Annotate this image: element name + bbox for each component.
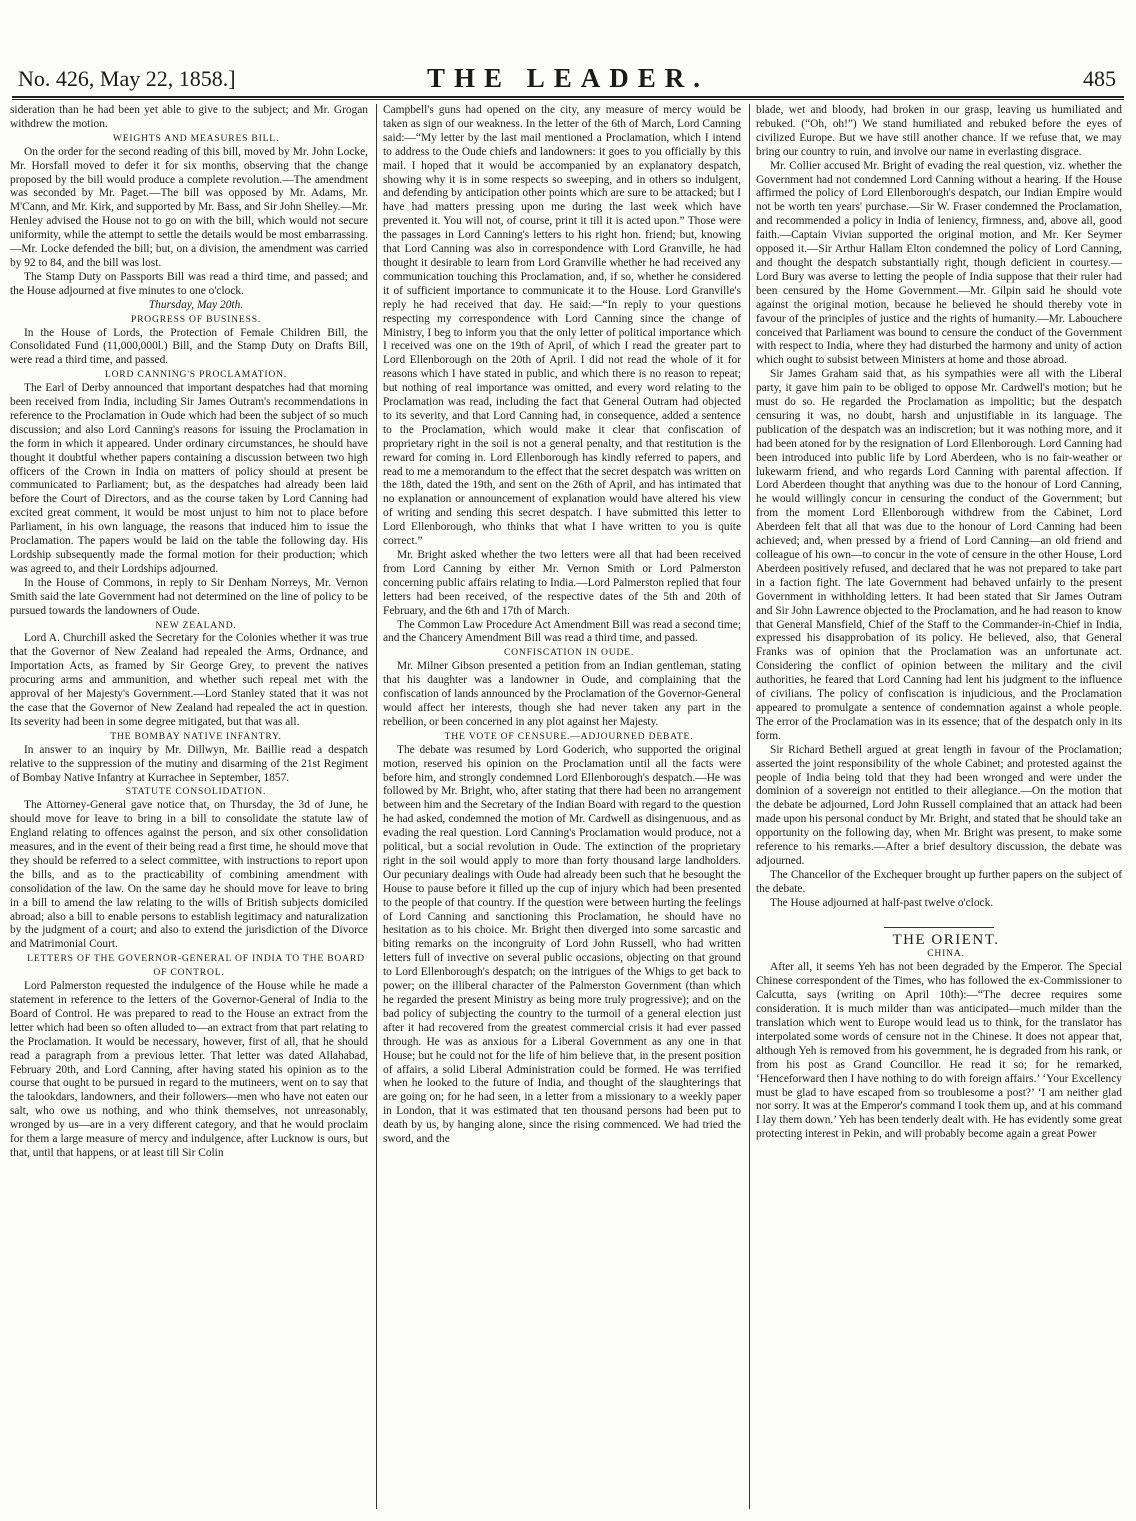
paragraph: The debate was resumed by Lord Goderich, who supported the original motion, reserved his opinion on the Proclamation until all the facts were before him, and strongly condemned Lord Ellenborough's despatch.—He was followed by Mr. Bright, who, after stating that there had been no arrangement between him and the Secretary of the Indian Board with regard to the question he had asked, condemned the motion of Mr. Cardwell as disingenuous, and as evading the real question. Lord Canning's Proclamation would produce, not a political, but a social revolution in Oude. The extinction of the proprietary right in the soil would apply to more than forty thousand large landholders. Our pecuniary dealings with Oude had already been such that he besought the House to pause before it filled up the cup of injury which had been presented to the people of that country. If the question were between hurting the feelings of Lord Canning and sanctioning this Proclamation, he should have no hesitation as to his choice. Mr. Bright then diverged into some sarcastic and biting remarks on the incongruity of Lord John Russell, who had written letters full of invective on several public occasions, objecting on that ground to Lord Ellenborough's despatch; on the intrigues of the Whigs to get back to power; on the illiberal character of the Palmerston Government (than which he regarded the present Ministry as being more truly progressive); and on the bad policy of subjecting the country to the turmoil of a general election just after it had recovered from the greatest commercial crisis it had ever passed through. He was as anxious for a Liberal Government as any one in that House; but he could not for the life of him believe that, in the present position of affairs, a solid Liberal Administration could be formed. He was terrified when he looked to the future of India, and thought of the slaughterings that are going on; for he had seen, in a letter from a missionary to a weekly paper in London, that it was estimated that ten thousand persons had been put to death by us, by hanging alone, since the rising commenced. We had tried the sword, and the xyxy=(383,743,741,1146)
paragraph: Lord A. Churchill asked the Secretary for the Colonies whether it was true that the Governor of New Zealand had repealed the Arms, Ordnance, and Importation Acts, as framed by Sir George Grey, to prevent the natives procuring arms and ammunition, and whether such repeal met with the approval of her Majesty's Government.—Lord Stanley stated that it was not the case that the Governor of New Zealand had repealed the act in question. Its severity had been in some degree mitigated, but that was all. xyxy=(10,632,368,728)
section-heading: THE VOTE OF CENSURE.—ADJOURNED DEBATE. xyxy=(444,730,694,742)
section-title: THE ORIENT. xyxy=(892,931,1000,948)
section-heading: CONFISCATION IN OUDE. xyxy=(503,647,635,659)
page-number: 485 xyxy=(1083,66,1116,91)
paragraph: After all, it seems Yeh has not been degraded by the Emperor. The Special Chinese correspondent of the Times, who has followed the ex-Commissioner to Calcutta, says (writing on April 10th):—“The decree requires some consideration. It is much milder than was anticipated—much milder than the translation which went to Europe would lead us to think, for the translator has interpolated some words of censure not in the Chinese. It does not appear that, although Yeh is removed from his government, he is degraded from his rank, or from his post as Grand Councillor. He read it so; for he remarked, ‘Henceforward then I have nothing to do with foreign affairs.’ ‘Your Excellency must be glad to have escaped from so troublesome a post?’ ‘I am neither glad nor sorry. It was at the Emperor's command I took them up, and at his command I lay them down.’ Yeh has been tenderly dealt with. He has evidently some great protecting interest in Pekin, and will probably become again a great Power xyxy=(756,961,1122,1141)
paragraph: Mr. Milner Gibson presented a petition from an Indian gentleman, stating that his daughter was a landowner in Oude, and complaining that the confiscation of lands announced by the Proclamation of the Governor-General would affect her interests, though she had never taken any part in the rebellion, or been concerned in any plot against her Majesty. xyxy=(383,660,741,728)
newspaper-title: THE LEADER. xyxy=(426,63,710,93)
column-1 xyxy=(10,104,368,1509)
paragraph: The Common Law Procedure Act Amendment Bill was read a second time; and the Chancery Amendment Bill was read a third time, and passed. xyxy=(383,618,741,645)
paragraph: The Chancellor of the Exchequer brought up further papers on the subject of the debate. xyxy=(756,868,1122,895)
paragraph: Lord Palmerston requested the indulgence of the House while he made a statement in reference to the letters of the Governor-General of India to the Board of Control. He was prepared to read to the House an extract from the letter which had been so often alluded to—an extract from that part relating to the Proclamation. It would be necessary, however, first of all, that he should read a paragraph from a previous letter. That letter was dated Allahabad, February 20th, and Lord Canning, after having stated his opinion as to the course that ought to be pursued in regard to the mutineers, went on to say that the talookdars, landowners, and their followers—men who have not eaten our salt, who owe us nothing, and who think themselves, not unreasonably, wronged by us—are in a very different category, and that he would proclaim for them a large measure of mercy and indulgence, after Lucknow is ours, but that, until that happens, or at least till Sir Colin xyxy=(10,980,368,1159)
paragraph: In answer to an inquiry by Mr. Dillwyn, Mr. Baillie read a despatch relative to the suppression of the mutiny and disarming of the 21st Regiment of Bombay Native Infantry at Kurrachee in September, 1857. xyxy=(10,743,368,784)
issue-date: No. 426, May 22, 1858.] xyxy=(18,66,236,91)
paragraph: In the House of Lords, the Protection of Female Children Bill, the Consolidated Fund (11,000,000l.) Bill, and the Stamp Duty on Drafts Bill, were read a third time, and passed. xyxy=(10,326,368,367)
section-heading: STATUTE CONSOLIDATION. xyxy=(125,786,267,798)
column-3 xyxy=(756,104,1122,1509)
section-heading: WEIGHTS AND MEASURES BILL. xyxy=(112,132,280,144)
masthead-rule-thin xyxy=(12,99,1124,100)
column-2 xyxy=(383,104,741,1509)
column-divider xyxy=(376,104,377,1509)
column-divider xyxy=(749,104,750,1509)
paragraph: The Attorney-General gave notice that, on Thursday, the 3d of June, he should move for leave to bring in a bill to consolidate the statute law of England relating to offences against the person, and six other consolidation measures, and in the event of their being read a first time, he should move that they should be referred to a select committee, with instructions to report upon the bills, and as to the practicability of combining amendment with consolidation of the law. On the same day he should move for leave to bring in a bill to amend the law relating to the wills of British subjects domiciled abroad; also a bill to enable persons to establish legitimacy and naturalization by the judgment of a court; and also to extend the jurisdiction of the Divorce and Matrimonial Court. xyxy=(10,799,368,951)
section-heading: PROGRESS OF BUSINESS. xyxy=(130,313,262,325)
paragraph: sideration than he had been yet able to give to the subject; and Mr. Grogan withdrew the motion. xyxy=(10,104,368,130)
masthead xyxy=(12,64,1124,98)
paragraph: Sir Richard Bethell argued at great length in favour of the Proclamation; asserted the joint responsibility of the whole Cabinet; and protested against the people of India being told that they had been wronged and were under the dominion of a sovereign not entitled to their allegiance.—On the motion that the debate be adjourned, Lord John Russell complained that an attack had been made upon his personal conduct by Mr. Bright, and stated that he should take an opportunity on the following day, when Mr. Bright was present, to make some reference to his remarks.—After a brief desultory discussion, the debate was adjourned. xyxy=(756,743,1122,867)
paragraph: The Stamp Duty on Passports Bill was read a third time, and passed; and the House adjourned at five minutes to one o'clock. xyxy=(10,270,368,297)
paragraph: The House adjourned at half-past twelve o'clock. xyxy=(770,896,994,909)
paragraph: Campbell's guns had opened on the city, any measure of mercy would be taken as sign of our weakness. In the letter of the 6th of March, Lord Canning said:—“My letter by the last mail mentioned a Proclamation, which I intend to address to the Oude chiefs and landowners: it goes to you officially by this mail. I hoped that it would be accompanied by an explanatory despatch, showing why it is in some respects so sweeping, and in others so indulgent, and defending by anticipation other points which are sure to be attacked; but I have had matters pressing upon me during the last week which have prevented it. You will not, of course, print it till it is acted upon.” Those were the passages in Lord Canning's letters to his right hon. friend; but, knowing that Lord Canning was also in correspondence with Lord Granville, he had thought it desirable to learn from Lord Granville whether he had received any communication touching this Proclamation, and, if so, whether he considered it of sufficient importance to communicate it to the House. Lord Granville's reply he had received that day. He said:—“In reply to your questions respecting my correspondence with Lord Canning since the change of Ministry, I beg to inform you that the only letter of political importance which I received was one on the 19th of April, of which I read the greater part to Lord Ellenborough on the 20th of April. I did not read the whole of it for reasons which I have stated in public, and which there is no reason to repeat; but nothing of real importance was omitted, and every word relating to the Proclamation was read, including the fact that General Outram had objected to its severity, and that Lord Canning had, in consequence, added a sentence to the Proclamation, which would make it clear that confiscation of proprietary right in the soil is not a general penalty, and that restitution is the reward for coming in. Lord Ellenborough has kindly referred to papers, and read to me a memorandum to the effect that the secret despatch was written on the 18th, dated the 19th, and sent on the 26th of April, and has intimated that no explanation or announcement of explanation would have altered his view of writing and sending this secret despatch. I have submitted this letter to Lord Ellenborough, who thinks that what I have written to you is quite correct.” xyxy=(383,104,741,548)
section-heading: LORD CANNING'S PROCLAMATION. xyxy=(104,369,288,381)
paragraph: The Earl of Derby announced that important despatches had that morning been received from India, including Sir James Outram's recommendations in reference to the Proclamation in Oude which had been the subject of so much discussion; and also Lord Canning's reasons for issuing the Proclamation in the form in which it appeared. Under ordinary circumstances, he should have thought it doubtful whether papers containing a discussion between two high officers of the Crown in India on matters of policy should at present be communicated to Parliament; but, as the despatches had already been laid before the Court of Directors, and as the course taken by Lord Canning had excited great comment, it would be most unjust to him not to place before Parliament, in his own language, the reasons that induced him to issue the Proclamation. The papers would be laid on the table the following day. His Lordship subsequently made the formal motion for their production; which was agreed to, and their Lordships adjourned. xyxy=(10,382,368,575)
paragraph: In the House of Commons, in reply to Sir Denham Norreys, Mr. Vernon Smith said the late Government had not determined on the line of policy to be pursued towards the landowners of Oude. xyxy=(10,576,368,617)
paragraph: On the order for the second reading of this bill, moved by Mr. John Locke, Mr. Horsfall moved to defer it for six months, observing that the change proposed by the bill would produce a complete revolution.—The amendment was seconded by Mr. Paget.—The bill was opposed by Mr. Adams, Mr. M'Cann, and Mr. Kirk, and supported by Mr. Bass, and Sir John Shelley.—Mr. Henley advised the House not to go on with the bill, which would not secure uniformity, while the attempt to settle the details would be most embarrassing.—Mr. Locke defended the bill; but, on a division, the amendment was carried by 92 to 84, and the bill was lost. xyxy=(10,145,368,269)
section-heading: CHINA. xyxy=(927,948,965,960)
section-separator xyxy=(884,927,994,928)
paragraph: Sir James Graham said that, as his sympathies were all with the Liberal party, it gave him pain to be obliged to oppose Mr. Cardwell's motion; but he must do so. He regarded the Proclamation as impolitic; but the despatch censuring it was, no doubt, harsh and unjustifiable in its language. The publication of the despatch was an indiscretion; but it was nothing more, and it had been atoned for by the resignation of Lord Ellenborough. Lord Canning had been introduced into public life by Lord Aberdeen, who is no fair-weather or lukewarm friend, and who regards Lord Canning with parental affection. If Lord Aberdeen thought that anything was due to the honour of Lord Canning, he would willingly concur in censuring the conduct of the Government; but from the moment Lord Ellenborough withdrew from the Cabinet, Lord Aberdeen felt that all that was due to the honour of Lord Canning had been achieved; and, when pressed by a friend of Lord Canning—an old friend and colleague of his own—to concur in the vote of censure in the other House, Lord Aberdeen positively refused, and declared that he was not prepared to take part in a faction fight. The late Government had behaved unfairly to the present Government in withholding letters. It had been stated that Sir James Outram and Sir John Lawrence objected to the Proclamation, and he had reason to know that General Mansfield, Chief of the Staff to the Commander-in-Chief in India, expressed his disapprobation of its policy. He believed, also, that General Franks was of opinion that the Proclamation was an unfortunate act. Considering the conflict of opinion between the military and the civil authorities, he feared that Lord Canning had lent his judgment to the influence of civilians. The policy of confiscation is injudicious, and the Proclamation appeared to promulgate a sentence of condemnation against a whole people. The error of the Proclamation was in its essence; that of the despatch only in its form. xyxy=(756,368,1122,742)
masthead-rule xyxy=(12,96,1124,98)
section-heading: THE BOMBAY NATIVE INFANTRY. xyxy=(110,730,282,742)
section-heading: LETTERS OF THE GOVERNOR-GENERAL OF INDIA TO THE BOARD OF CONTROL. xyxy=(27,953,365,979)
section-heading: NEW ZEALAND. xyxy=(155,619,237,631)
paragraph: blade, wet and bloody, had broken in our grasp, leaving us humiliated and rebuked. (“Oh, oh!”) We stand humiliated and rebuked before the eyes of civilized Europe. But we have still another chance. If we refuse that, we may bring our country to ruin, and involve our name in everlasting disgrace. xyxy=(756,104,1122,158)
paragraph: Mr. Bright asked whether the two letters were all that had been received from Lord Canning by either Mr. Vernon Smith or Lord Palmerston concerning public affairs relating to India.—Lord Palmerston replied that four letters had been received, of the respective dates of the 5th and 20th of February, and the 6th and 17th of March. xyxy=(383,549,741,617)
paragraph: Mr. Collier accused Mr. Bright of evading the real question, viz. whether the Government had not condemned Lord Canning without a hearing. If the House affirmed the policy of Lord Ellenborough's despatch, our Indian Empire would not be worth ten years' purchase.—Sir W. Fraser condemned the Proclamation, and recommended a policy in India of leniency, firmness, and, above all, good faith.—Captain Vivian supported the original motion, and Mr. Ker Seymer opposed it.—Sir Arthur Hallam Elton condemned the policy of Lord Canning, and thought the despatch substantially right, though deficient in courtesy.—Lord Bury was averse to letting the people of India suppose that their ruler had been censured by the Home Government.—Mr. Gilpin said he should vote against the original motion, because he believed he should thereby vote in favour of the principles of justice and the rights of humanity.—Mr. Labouchere conceived that Parliament was bound to censure the conduct of the Government with respect to India, where they had disturbed the harmony and unity of action which ought to subsist between Ministers at home and those abroad. xyxy=(756,159,1122,367)
date-line: Thursday, May 20th. xyxy=(148,298,244,311)
